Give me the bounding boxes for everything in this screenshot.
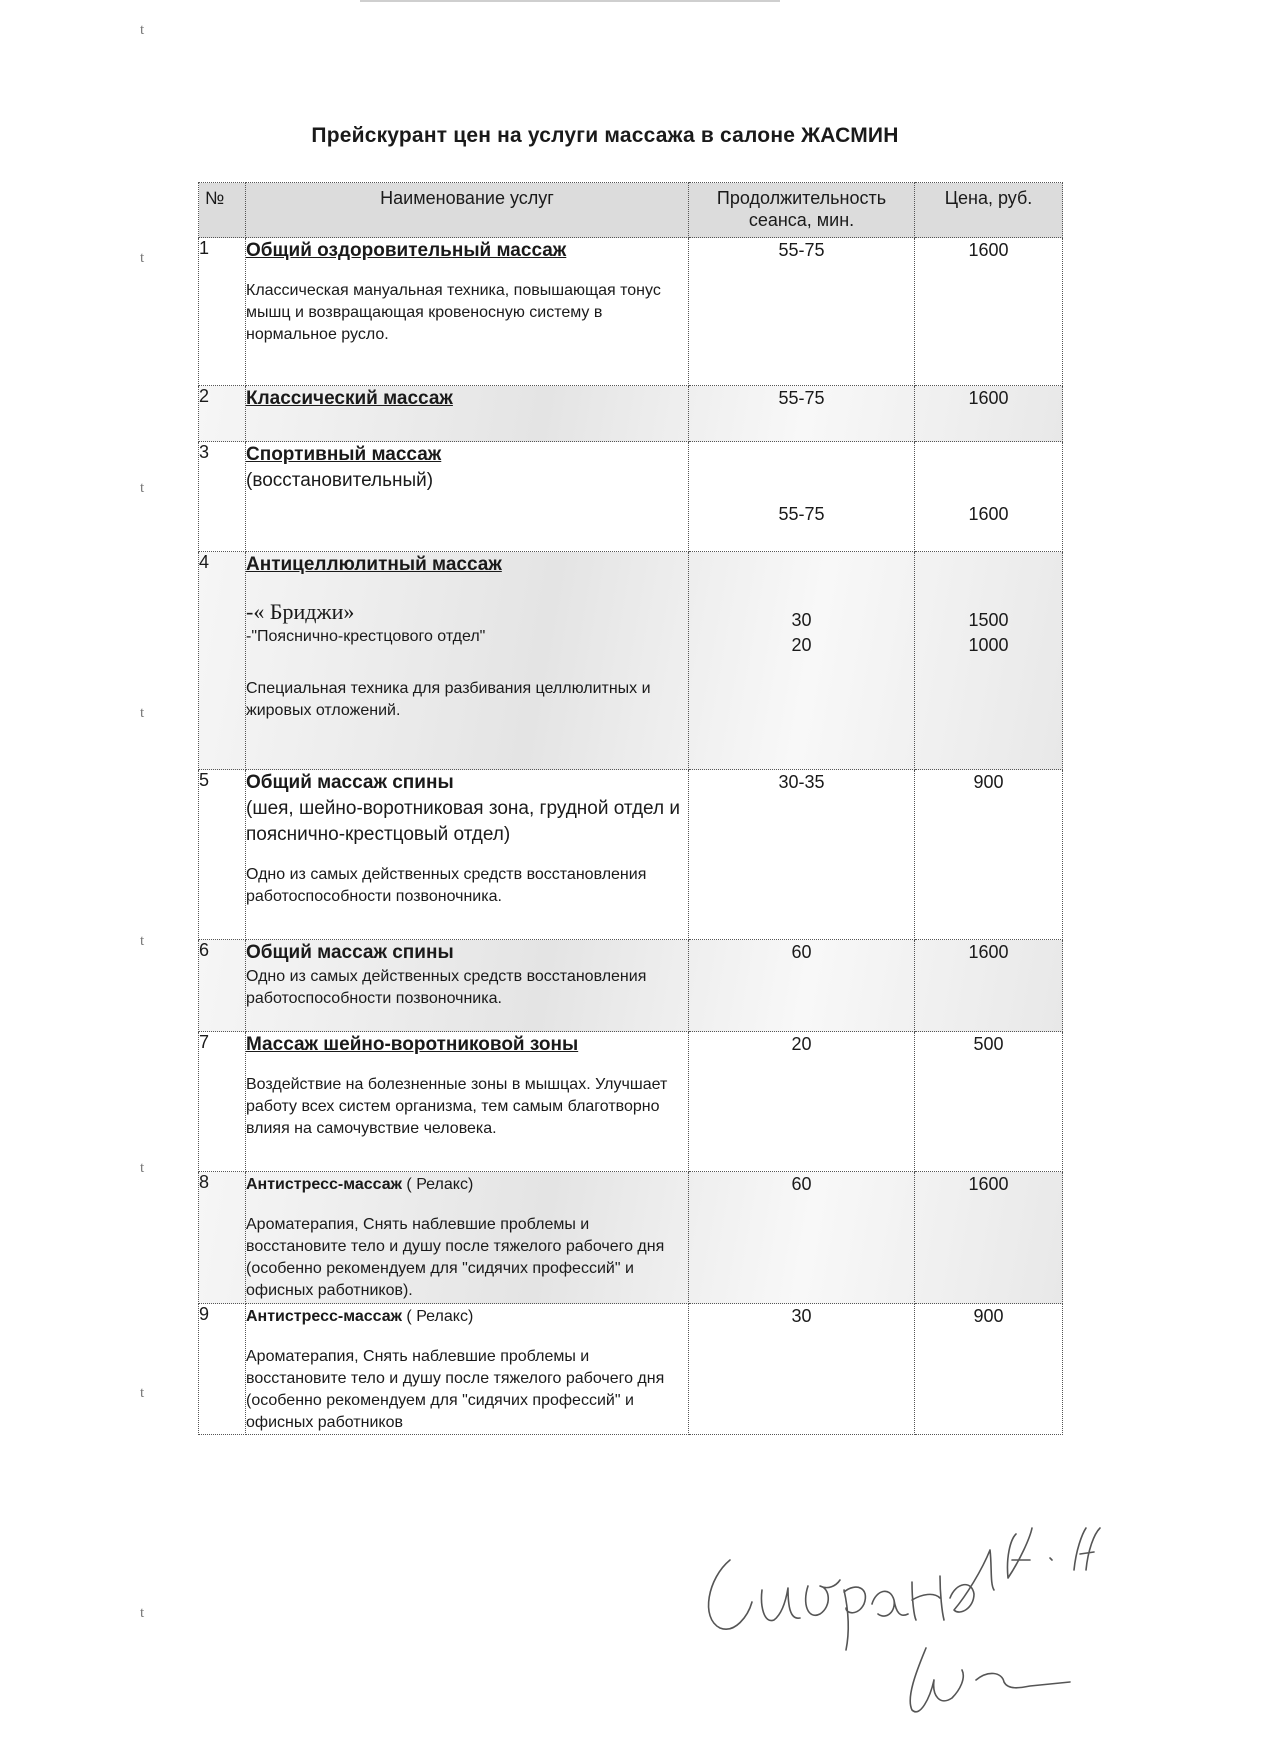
table-row xyxy=(199,442,1063,552)
service-name: Антистресс-массаж xyxy=(246,1176,402,1193)
service-note: Ароматерапия, Снять наблевшие проблемы и восстановите тело и душу после тяжелого рабочего дня (особенно рекомендуем для "сидячих профессий" и офисных работников xyxy=(246,1348,665,1431)
service-name: Классический массаж xyxy=(246,388,453,409)
table-row xyxy=(199,1172,1063,1304)
service-name: Спортивный массаж xyxy=(246,444,442,465)
service-name: Антистресс-массаж xyxy=(246,1308,402,1325)
service-note: Специальная техника для разбивания целлюлитных и жировых отложений. xyxy=(246,680,651,719)
service-cell xyxy=(246,940,689,1032)
service-price: 1600 xyxy=(915,238,1063,386)
service-cell xyxy=(246,1032,689,1172)
margin-mark: t xyxy=(140,250,145,266)
table-row xyxy=(199,1304,1063,1435)
service-cell xyxy=(246,1304,689,1435)
service-name: Общий массаж спины xyxy=(246,772,454,793)
table-row xyxy=(199,1032,1063,1172)
service-duration: 20 xyxy=(689,1032,915,1172)
table-header-row xyxy=(199,183,1063,238)
price-table xyxy=(198,182,1063,1435)
service-name: Антицеллюлитный массаж xyxy=(246,554,502,575)
service-price: 1600 xyxy=(915,1172,1063,1304)
row-number: 4 xyxy=(199,552,246,770)
service-note: Одно из самых действенных средств восстановления работоспособности позвоночника. xyxy=(246,866,647,905)
table-row xyxy=(199,940,1063,1032)
service-cell xyxy=(246,442,689,552)
service-name-tail: ( Релакс) xyxy=(406,1176,474,1193)
row-number: 1 xyxy=(199,238,246,386)
table-row xyxy=(199,770,1063,940)
margin-mark: t xyxy=(140,1160,145,1176)
service-price: 1000 xyxy=(968,635,1009,655)
service-subtitle: (восстановительный) xyxy=(246,470,434,491)
service-cell xyxy=(246,770,689,940)
service-price: 1600 xyxy=(915,386,1063,442)
column-header-name: Наименование услуг xyxy=(246,183,689,238)
margin-mark: t xyxy=(140,480,145,496)
service-cell xyxy=(246,238,689,386)
service-cell xyxy=(246,552,689,770)
column-header-num: № xyxy=(199,183,246,238)
service-price: 900 xyxy=(915,770,1063,940)
column-header-duration: Продолжительность сеанса, мин. xyxy=(689,183,915,238)
service-duration: 20 xyxy=(791,635,812,655)
row-number: 8 xyxy=(199,1172,246,1304)
service-duration: 30 xyxy=(689,1304,915,1435)
service-price-cell xyxy=(915,552,1063,770)
margin-mark: t xyxy=(140,22,145,38)
service-name-tail: ( Релакс) xyxy=(406,1308,474,1325)
service-option: -« Бриджи» xyxy=(246,599,355,624)
service-price: 1600 xyxy=(915,940,1063,1032)
service-duration: 30 xyxy=(791,610,812,630)
table-row xyxy=(199,552,1063,770)
service-subtitle: (шея, шейно-воротниковая зона, грудной отдел и пояснично-крестцовый отдел) xyxy=(246,798,680,845)
row-number: 5 xyxy=(199,770,246,940)
row-number: 3 xyxy=(199,442,246,552)
service-note: Ароматерапия, Снять наблевшие проблемы и восстановите тело и душу после тяжелого рабочего дня (особенно рекомендуем для "сидячих профессий" и офисных работников). xyxy=(246,1216,665,1299)
service-duration: 55-75 xyxy=(689,442,915,552)
service-name: Массаж шейно-воротниковой зоны xyxy=(246,1034,579,1055)
service-price: 1500 xyxy=(968,610,1009,630)
service-name-line xyxy=(246,1304,688,1330)
scan-edge-line xyxy=(360,0,780,2)
service-option: -"Пояснично-крестцового отдел" xyxy=(246,628,486,645)
service-name: Общий массаж спины xyxy=(246,942,454,963)
row-number: 6 xyxy=(199,940,246,1032)
margin-mark: t xyxy=(140,1385,145,1401)
service-price: 900 xyxy=(915,1304,1063,1435)
table-row xyxy=(199,238,1063,386)
service-cell xyxy=(246,1172,689,1304)
row-number: 9 xyxy=(199,1304,246,1435)
page-title: Прейскурант цен на услуги массажа в салоне ЖАСМИН xyxy=(311,124,899,147)
service-name: Общий оздоровительный массаж xyxy=(246,240,567,261)
row-number: 7 xyxy=(199,1032,246,1172)
service-duration-cell xyxy=(689,552,915,770)
handwritten-signature xyxy=(690,1520,1210,1740)
service-duration: 30-35 xyxy=(689,770,915,940)
table-row xyxy=(199,386,1063,442)
service-duration: 60 xyxy=(689,1172,915,1304)
column-header-price: Цена, руб. xyxy=(915,183,1063,238)
service-note: Одно из самых действенных средств восстановления работоспособности позвоночника. xyxy=(246,968,647,1007)
service-note: Воздействие на болезненные зоны в мышцах. Улучшает работу всех систем организма, тем самым благотворно влияя на самочувствие человека. xyxy=(246,1076,668,1137)
service-note: Классическая мануальная техника, повышающая тонус мышц и возвращающая кровеносную систему в нормальное русло. xyxy=(246,282,661,343)
margin-mark: t xyxy=(140,933,145,949)
row-number: 2 xyxy=(199,386,246,442)
service-name-line xyxy=(246,1172,688,1198)
service-cell xyxy=(246,386,689,442)
margin-mark: t xyxy=(140,1605,145,1621)
service-duration: 55-75 xyxy=(689,238,915,386)
service-price: 1600 xyxy=(915,442,1063,552)
service-price: 500 xyxy=(915,1032,1063,1172)
service-duration: 60 xyxy=(689,940,915,1032)
margin-mark: t xyxy=(140,705,145,721)
service-duration: 55-75 xyxy=(689,386,915,442)
